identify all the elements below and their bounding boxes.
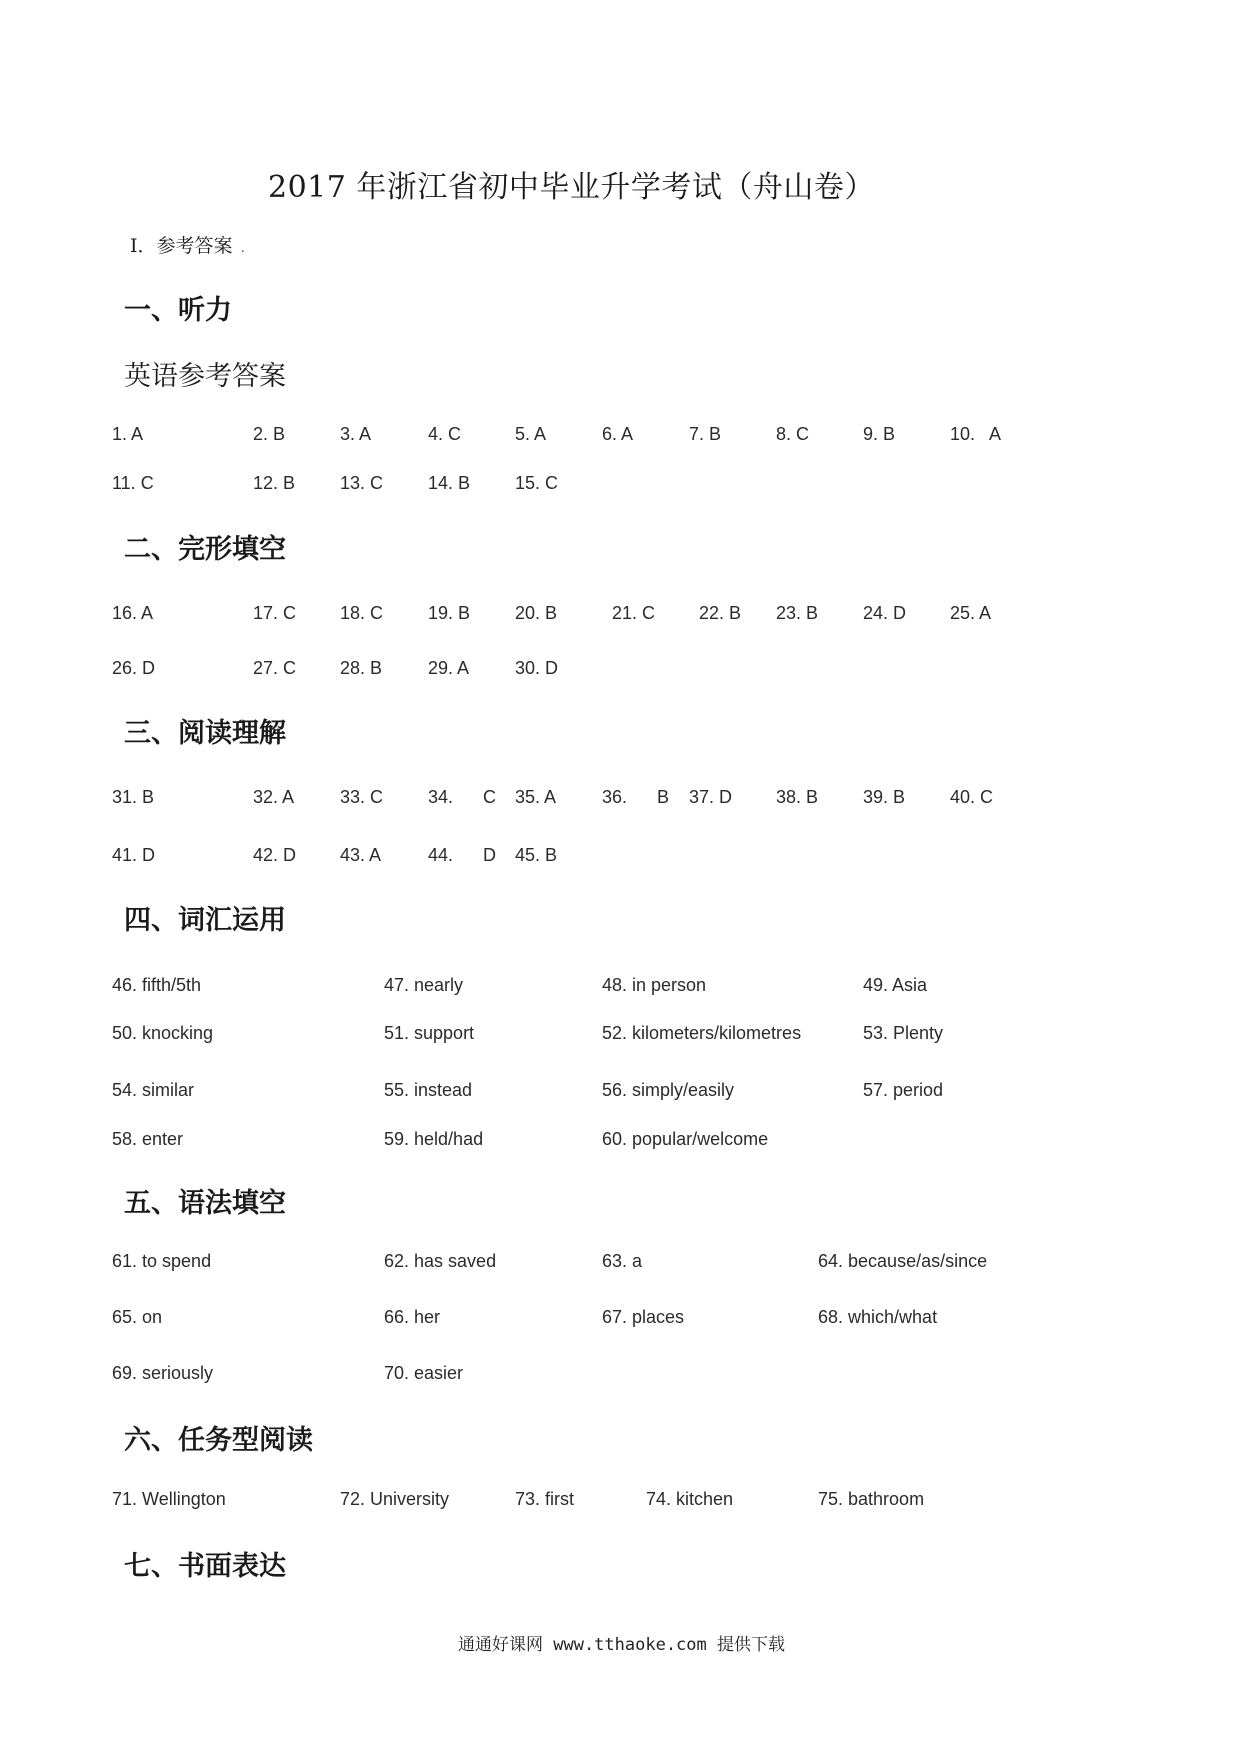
answer-item: 55. instead [384,1080,473,1100]
answer-item: 19. B [428,603,471,623]
answer-item: 10. A [950,424,1002,444]
answer-item: 66. her [384,1307,441,1327]
answer-item: 35. A [515,787,557,807]
answer-item: 39. B [863,787,906,807]
answer-item: 31. B [112,787,155,807]
answer-item: 63. a [602,1251,643,1271]
answer-item: 71. Wellington [112,1489,226,1509]
section-heading-task-reading: 六、任务型阅读 [124,1425,313,1456]
answer-item: 17. C [253,603,297,623]
answer-item: 40. C [950,787,994,807]
answer-item: 58. enter [112,1129,184,1149]
reference-heading [130,231,245,258]
answer-item: 41. D [112,845,156,865]
answer-item: 48. in person [602,975,707,995]
answer-item: 43. A [340,845,382,865]
answer-item: 65. on [112,1307,163,1327]
page-footer: 通通好课网 www.tthaoke.com 提供下载 [458,1635,785,1655]
answer-item: 44. D [428,845,497,865]
answer-item: 57. period [863,1080,944,1100]
answer-item: 52. kilometers/kilometres [602,1023,802,1043]
answer-item: 30. D [515,658,559,678]
answer-item: 74. kitchen [646,1489,734,1509]
answer-item: 50. knocking [112,1023,214,1043]
answer-item: 53. Plenty [863,1023,944,1043]
answer-item: 64. because/as/since [818,1251,988,1271]
answer-item: 28. B [340,658,383,678]
answer-item: 38. B [776,787,819,807]
answer-item: 26. D [112,658,156,678]
answer-item: 45. B [515,845,558,865]
answer-item: 68. which/what [818,1307,938,1327]
answer-item: 73. first [515,1489,575,1509]
section-heading-vocabulary: 四、词汇运用 [124,905,286,936]
answer-item: 2. B [253,424,286,444]
answer-item: 33. C [340,787,384,807]
answer-item: 13. C [340,473,384,493]
answer-item: 4. C [428,424,462,444]
reference-dot: . [240,240,245,256]
answer-item: 37. D [689,787,733,807]
answer-item: 20. B [515,603,558,623]
section-heading-listening: 一、听力 [124,295,232,326]
answer-item: 5. A [515,424,547,444]
reference-heading-text: Ⅰ．参考答案 [130,235,233,257]
answer-item: 75. bathroom [818,1489,925,1509]
answer-item: 3. A [340,424,372,444]
answer-item: 1. A [112,424,144,444]
answer-item: 54. similar [112,1080,195,1100]
section-heading-reading: 三、阅读理解 [124,718,286,749]
answer-item: 46. fifth/5th [112,975,202,995]
section-heading-grammar: 五、语法填空 [124,1188,286,1219]
answer-item: 22. B [699,603,742,623]
answer-item: 32. A [253,787,295,807]
answer-item: 27. C [253,658,297,678]
answer-item: 21. C [612,603,656,623]
answer-item: 8. C [776,424,810,444]
answer-item: 34. C [428,787,497,807]
answer-item: 62. has saved [384,1251,497,1271]
answer-item: 51. support [384,1023,475,1043]
answer-item: 69. seriously [112,1363,214,1383]
answer-item: 60. popular/welcome [602,1129,769,1149]
answer-item: 25. A [950,603,992,623]
section-heading-writing: 七、书面表达 [124,1551,286,1582]
answer-item: 14. B [428,473,471,493]
answer-item: 16. A [112,603,154,623]
page-title: 2017 年浙江省初中毕业升学考试（舟山卷） [268,170,875,205]
answer-item: 18. C [340,603,384,623]
answer-item: 7. B [689,424,722,444]
answer-item: 9. B [863,424,896,444]
answer-item: 59. held/had [384,1129,484,1149]
answer-item: 11. C [112,473,154,493]
answer-item: 67. places [602,1307,685,1327]
answer-item: 29. A [428,658,470,678]
answer-item: 6. A [602,424,634,444]
answer-item: 70. easier [384,1363,464,1383]
answer-item: 15. C [515,473,559,493]
answer-item: 36. B [602,787,670,807]
answer-item: 47. nearly [384,975,464,995]
answer-item: 56. simply/easily [602,1080,735,1100]
section-subheading-answers: 英语参考答案 [124,361,286,392]
answer-item: 49. Asia [863,975,928,995]
section-heading-cloze: 二、完形填空 [124,534,286,565]
answer-item: 12. B [253,473,296,493]
answer-item: 72. University [340,1489,450,1509]
answer-item: 23. B [776,603,819,623]
answer-item: 61. to spend [112,1251,212,1271]
answer-item: 24. D [863,603,907,623]
answer-item: 42. D [253,845,297,865]
